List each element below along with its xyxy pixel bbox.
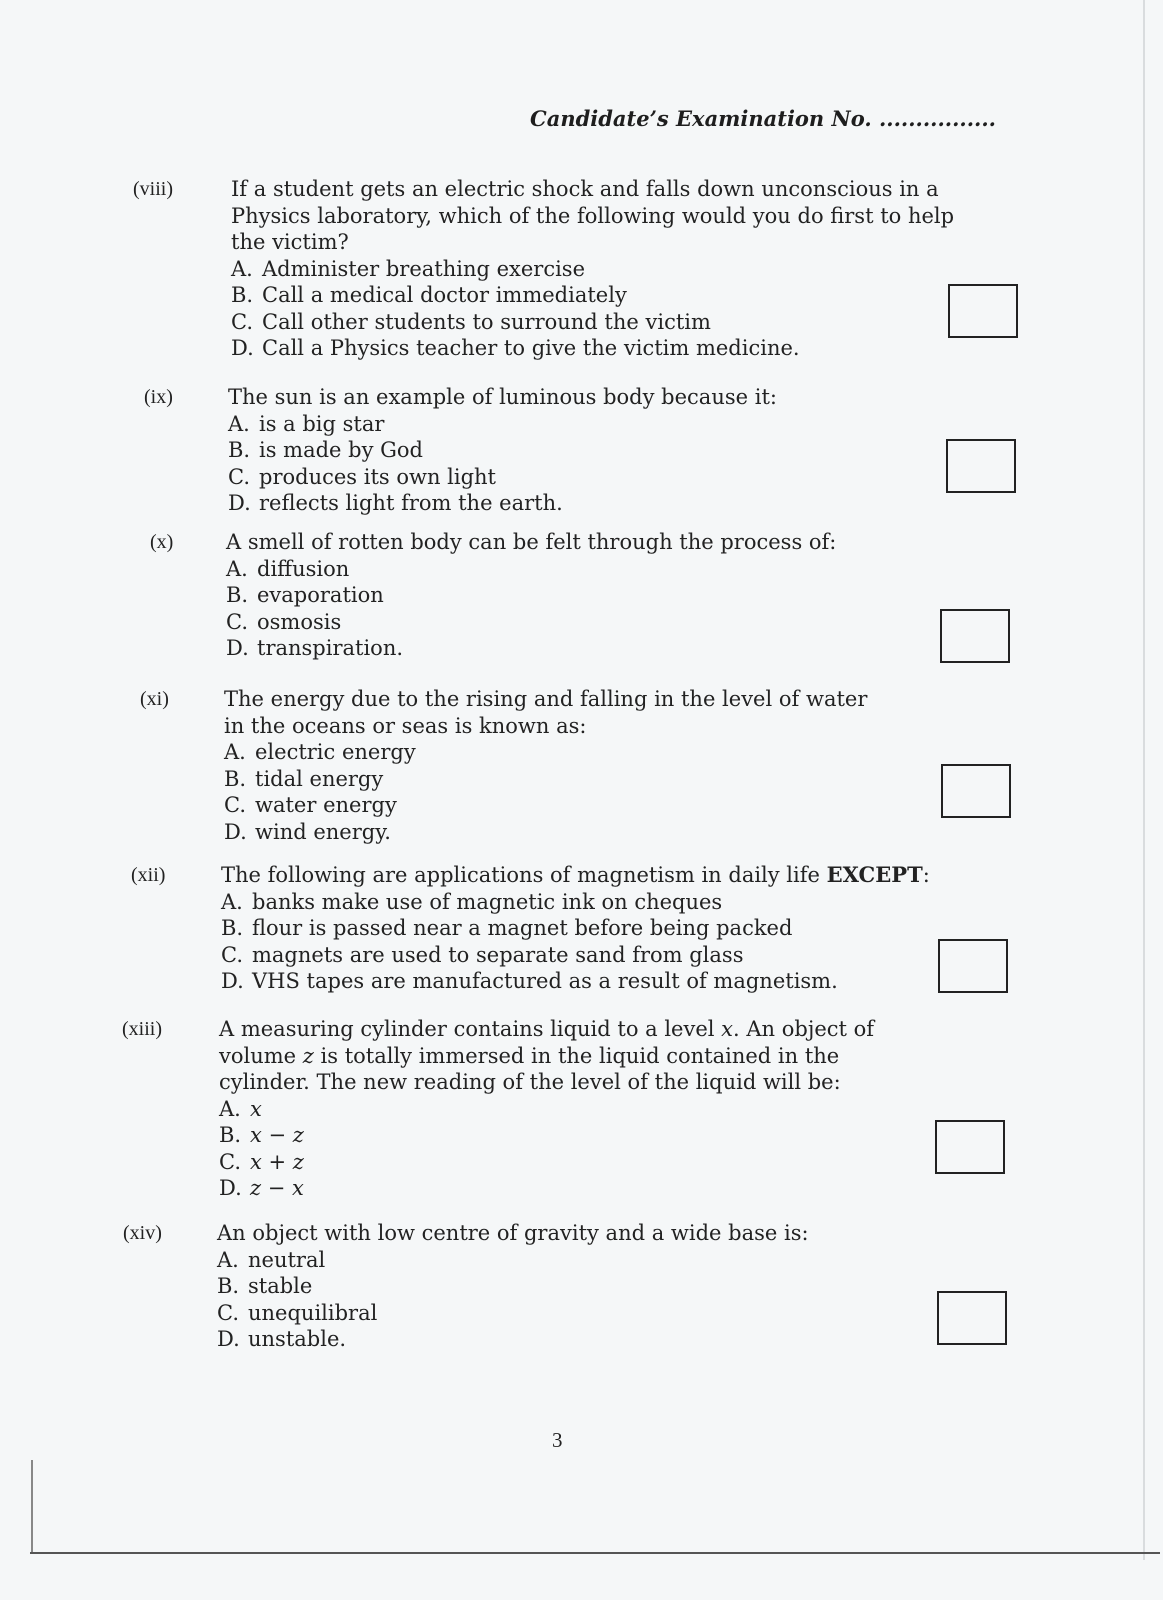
option-d: D. z − x [219,1176,304,1200]
option-b: B. flour is passed near a magnet before being packed [221,916,793,940]
option-b: B. tidal energy [224,766,384,791]
question-number: (xii) [131,864,166,886]
option-b: B. is made by God [228,438,423,462]
question-stem-line: If a student gets an electric shock and falls down unconscious in a [231,177,939,201]
option-a: A. x [219,1096,262,1121]
question-stem-line: The sun is an example of luminous body because it: [228,385,777,409]
question-viii [133,176,955,362]
question-stem-line: A smell of rotten body can be felt through the process of: [226,530,837,554]
option-a: A. banks make use of magnetic ink on cheques [221,889,723,914]
question-xii [131,862,930,995]
answer-box-xiii[interactable] [935,1120,1005,1174]
page-edge-left [31,1460,33,1554]
page-edge-right [1143,0,1145,1560]
question-ix [144,384,777,517]
question-number: (ix) [144,386,173,408]
option-c: C. Call other students to surround the victim [231,309,711,334]
question-xi [140,686,868,845]
question-number: (x) [150,531,174,553]
option-d: D. unstable. [217,1327,347,1351]
candidate-exam-number-dots: ................ [878,106,996,131]
answer-box-xii[interactable] [938,939,1008,993]
option-a: A. diffusion [226,556,350,581]
option-a: A. neutral [217,1247,326,1272]
question-stem-line: cylinder. The new reading of the level of the liquid will be: [219,1070,841,1094]
option-b: B. stable [217,1274,313,1298]
candidate-exam-number-label: Candidate’s Examination No. [530,106,872,131]
question-stem-line: the victim? [231,230,349,254]
question-stem-line: in the oceans or seas is known as: [224,713,587,738]
answer-box-x[interactable] [940,609,1010,663]
option-d: D. transpiration. [226,636,404,660]
question-xiii [122,1016,875,1202]
option-d: D. wind energy. [224,819,391,844]
except-emphasis: EXCEPT [826,862,923,887]
question-stem-line: A measuring cylinder contains liquid to a level x. An object of [219,1017,875,1041]
option-d: D. VHS tapes are manufactured as a result of magnetism. [221,969,838,993]
question-number: (xi) [140,688,169,710]
answer-box-ix[interactable] [946,439,1016,493]
question-xiv [123,1220,809,1353]
question-number: (xiii) [122,1018,162,1040]
option-d: D. Call a Physics teacher to give the victim medicine. [231,336,800,360]
question-number: (viii) [133,178,173,200]
page-edge-bottom [30,1552,1160,1554]
option-b: B. evaporation [226,583,384,607]
option-c: C. produces its own light [228,464,496,489]
option-c: C. x + z [219,1149,304,1174]
question-stem-line: An object with low centre of gravity and a wide base is: [217,1221,809,1245]
answer-box-viii[interactable] [948,284,1018,338]
question-stem-line: The following are applications of magnetism in daily life EXCEPT: [221,862,930,887]
candidate-exam-number [530,106,996,131]
page-number: 3 [552,1428,563,1452]
option-d: D. reflects light from the earth. [228,491,563,515]
option-a: A. Administer breathing exercise [231,256,586,281]
answer-box-xiv[interactable] [937,1291,1007,1345]
question-stem-line: volume z is totally immersed in the liquid contained in the [219,1043,840,1068]
answer-box-xi[interactable] [941,764,1011,818]
question-stem-line: The energy due to the rising and falling in the level of water [224,687,868,711]
question-stem-line: Physics laboratory, which of the following would you do first to help [231,203,955,228]
option-c: C. osmosis [226,609,342,634]
option-c: C. water energy [224,793,397,817]
option-a: A. electric energy [224,740,416,764]
option-b: B. x − z [219,1123,304,1147]
question-number: (xiv) [123,1222,162,1244]
option-c: C. unequilibral [217,1300,378,1325]
option-a: A. is a big star [228,411,385,436]
option-b: B. Call a medical doctor immediately [231,283,627,307]
question-x [150,529,837,662]
option-c: C. magnets are used to separate sand from glass [221,942,744,967]
